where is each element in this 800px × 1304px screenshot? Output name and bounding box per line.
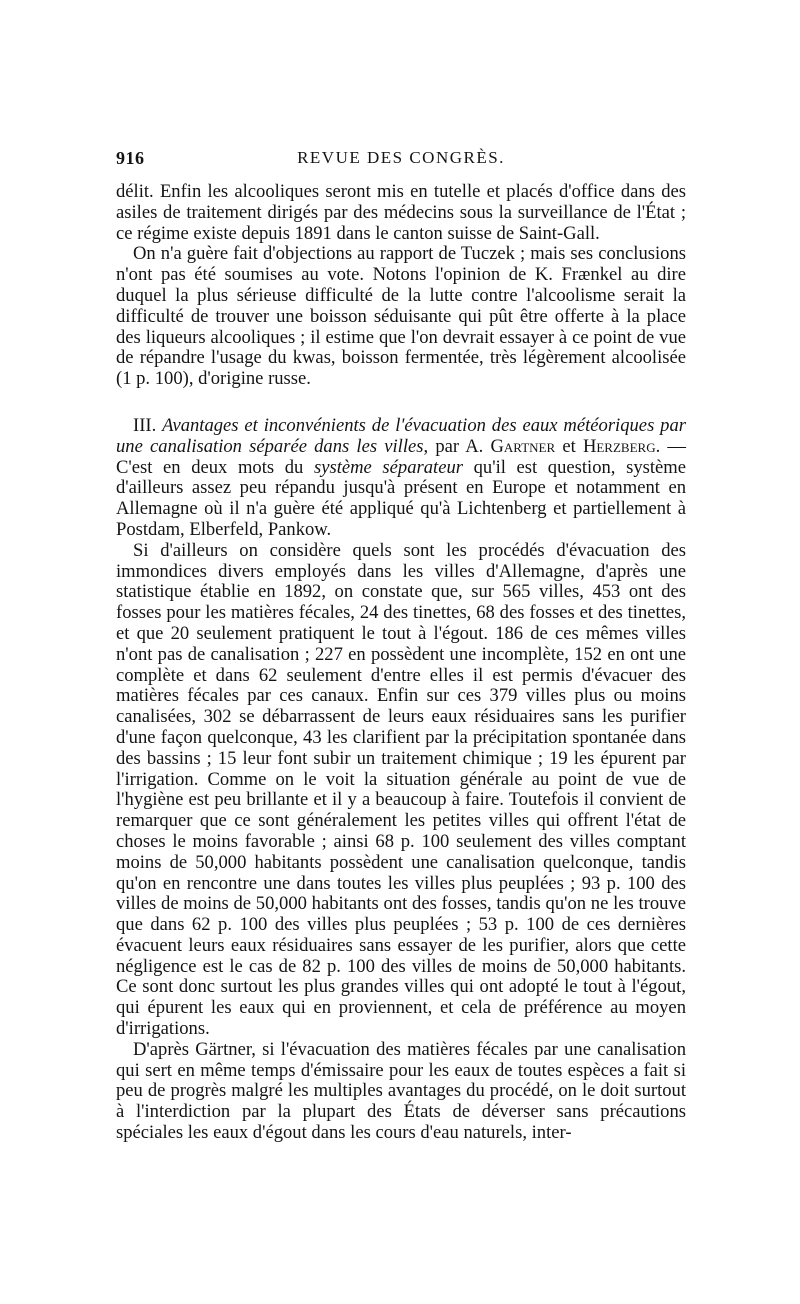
paragraph-statistics: Si d'ailleurs on considère quels sont les procédés d'évacuation des immondices divers employés dans les villes d'Allemagne, d'après une statistique établie en 1892, on constate que, sur 565 villes, 453 ont des fosses pour les matières fécales, 24 des tinettes, 68 des fosses et des tinettes, et que 20 seulement pratiquent le tout à l'égout. 186 de ces mêmes villes n'ont pas de canalisation ; 227 en possèdent une incomplète, 152 en ont une complète et dans 62 seulement d'entre elles il est permis d'évacuer des matières fécales par ces canaux. Enfin sur ces 379 villes plus ou moins canalisées, 302 se débarrassent de leurs eaux résiduaires sans les purifier d'une façon quelconque, 43 les clarifient par la précipitation spontanée dans des bassins ; 15 leur font subir un traitement chimique ; 19 les épurent par l'irrigation. Comme on le voit la situation générale au point de vue de l'hygiène est peu brillante et il y a beaucoup à faire. Toutefois il convient de remarquer que ce sont généralement les petites villes qui offrent l'état de choses le moins favorable ; ainsi 68 p. 100 seulement des villes comptant moins de 50,000 habitants possèdent une canalisation quelconque, tandis qu'on en rencontre une dans toutes les villes plus peuplées ; 93 p. 100 des villes de moins de 50,000 habitants ont des fosses, tandis qu'on ne les trouve que dans 62 p. 100 des villes plus peuplées ; 53 p. 100 de ces dernières évacuent leurs eaux résiduaires sans essayer de les purifier, alors que cette négligence est le cas de 82 p. 100 des villes de moins de 50,000 habitants. Ce sont donc surtout les plus grandes villes qui ont adopté le tout à l'égout, qui épurent les eaux qui en proviennent, et cela de préférence au moyen d'irrigations. [116,539,686,1040]
page-header [116,148,686,174]
paragraph-tuczek: On n'a guère fait d'objections au rapport de Tuczek ; mais ses conclusions n'ont pas été soumises au vote. Notons l'opinion de K. Frænkel au dire duquel la plus sérieuse difficulté de la lutte contre l'alcoolisme serait la difficulté de trouver une boisson séduisante qui pût être offerte à la place des liqueurs alcooliques ; il estime que l'on devrait essayer à ce point de vue de répandre l'usage du kwas, boisson fermentée, très légèrement alcoolisée (1 p. 100), d'origine russe. [116,243,686,390]
section-iii-paragraph [116,416,686,541]
section-number: III. [133,414,157,436]
authors-prefix: , par A. [423,435,484,457]
page-number: 916 [116,148,145,168]
author-gartner: Gartner [490,435,556,457]
section-title: Avantages et inconvénients de l'évacuation des eaux météoriques par une canalisation séparée dans les villes [116,414,686,457]
italic-term: système séparateur [313,456,463,478]
author-herzberg: Herzberg [582,435,656,457]
paragraph-continuation: délit. Enfin les alcooliques seront mis en tutelle et placés d'office dans des asiles de traitement dirigés par des médecins sous la surveillance de l'État ; ce régime existe depuis 1891 dans le canton suisse de Saint-Gall. [116,181,686,244]
section-text-2: qu'il est question, système d'ailleurs assez peu répandu jusqu'à présent en Europe et notamment en Allemagne où il n'a guère été appliqué qu'à Lichtenberg et partiellement à Postdam, Elberfeld, Pankow. [116,456,686,540]
body-text [116,182,686,1144]
running-title: REVUE DES CONGRÈS. [297,148,505,167]
section-text-1: . — C'est en deux mots du [116,435,687,478]
paragraph-gartner: D'après Gärtner, si l'évacuation des matières fécales par une canalisation qui sert en même temps d'émissaire pour les eaux de toutes espèces a fait si peu de progrès malgré les multiples avantages du procédé, on le doit surtout à l'interdiction par la plupart des États de déverser sans précautions spéciales les eaux d'égout dans les cours d'eau naturels, inter- [116,1038,686,1144]
author-conjunction: et [562,435,576,457]
